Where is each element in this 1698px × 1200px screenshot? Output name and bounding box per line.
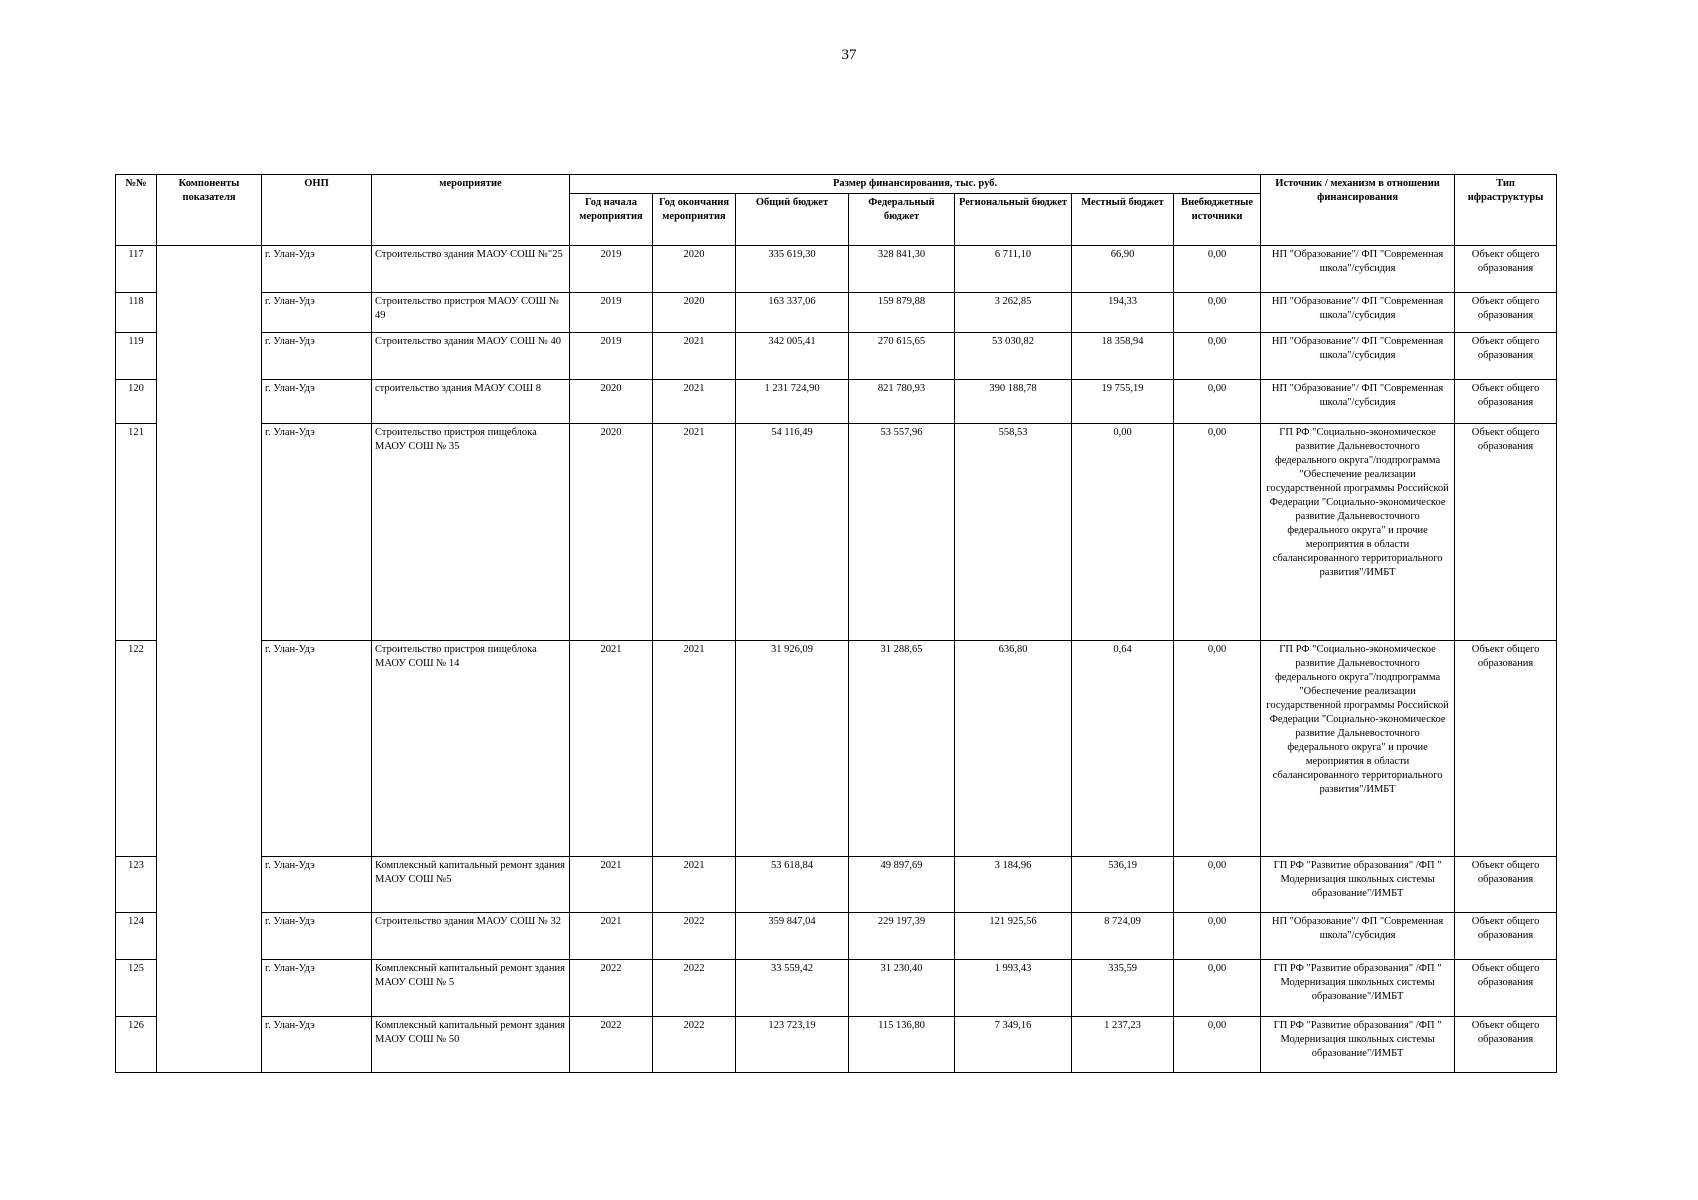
- header-local: Местный бюджет: [1072, 194, 1174, 246]
- row-local: 0,00: [1072, 424, 1174, 641]
- header-regional: Региональный бюджет: [955, 194, 1072, 246]
- row-federal: 328 841,30: [849, 246, 955, 293]
- financing-table: [115, 174, 1557, 1073]
- row-onp: г. Улан-Удэ: [262, 293, 372, 333]
- row-onp: г. Улан-Удэ: [262, 333, 372, 380]
- row-regional: 1 993,43: [955, 960, 1072, 1017]
- row-federal: 53 557,96: [849, 424, 955, 641]
- row-federal: 270 615,65: [849, 333, 955, 380]
- row-regional: 3 262,85: [955, 293, 1072, 333]
- row-year-end: 2021: [653, 424, 736, 641]
- row-type: Объект общего образования: [1455, 960, 1557, 1017]
- row-onp: г. Улан-Удэ: [262, 1017, 372, 1073]
- row-num: 122: [116, 641, 157, 857]
- row-extra: 0,00: [1174, 641, 1261, 857]
- row-type: Объект общего образования: [1455, 857, 1557, 913]
- row-federal: 159 879,88: [849, 293, 955, 333]
- row-onp: г. Улан-Удэ: [262, 857, 372, 913]
- row-num: 125: [116, 960, 157, 1017]
- row-year-start: 2021: [570, 641, 653, 857]
- row-regional: 53 030,82: [955, 333, 1072, 380]
- row-year-end: 2021: [653, 641, 736, 857]
- row-event: Комплексный капитальный ремонт здания МАОУ СОШ № 5: [372, 960, 570, 1017]
- header-onp: ОНП: [262, 175, 372, 246]
- row-local: 536,19: [1072, 857, 1174, 913]
- table-row: [116, 293, 1557, 333]
- row-source: ГП РФ "Развитие образования" /ФП " Модернизация школьных системы образование"/ИМБТ: [1261, 857, 1455, 913]
- header-source: Источник / механизм в отношении финансирования: [1261, 175, 1455, 246]
- row-year-start: 2022: [570, 1017, 653, 1073]
- row-year-start: 2020: [570, 424, 653, 641]
- row-year-start: 2019: [570, 246, 653, 293]
- row-year-end: 2021: [653, 333, 736, 380]
- row-year-start: 2021: [570, 913, 653, 960]
- header-total: Общий бюджет: [736, 194, 849, 246]
- row-year-end: 2021: [653, 857, 736, 913]
- row-total: 335 619,30: [736, 246, 849, 293]
- row-source: ГП РФ "Социально-экономическое развитие Дальневосточного федерального округа"/подпрограмма "Обеспечение реализации государственной программы Российской Федерации "Социально-экономическое развитие Дальневосточного федерального округа" и прочие мероприятия в области сбалансированного территориального развития"/ИМБТ: [1261, 641, 1455, 857]
- header-type: Тип ифраструктуры: [1455, 175, 1557, 246]
- table-row: [116, 246, 1557, 293]
- row-source: ГП РФ "Социально-экономическое развитие Дальневосточного федерального округа"/подпрограмма "Обеспечение реализации государственной программы Российской Федерации "Социально-экономическое развитие Дальневосточного федерального округа" и прочие мероприятия в области сбалансированного территориального развития"/ИМБТ: [1261, 424, 1455, 641]
- row-total: 1 231 724,90: [736, 380, 849, 424]
- row-total: 31 926,09: [736, 641, 849, 857]
- row-local: 335,59: [1072, 960, 1174, 1017]
- row-source: ГП РФ "Развитие образования" /ФП " Модернизация школьных системы образование"/ИМБТ: [1261, 1017, 1455, 1073]
- row-total: 54 116,49: [736, 424, 849, 641]
- row-local: 8 724,09: [1072, 913, 1174, 960]
- row-year-end: 2022: [653, 960, 736, 1017]
- row-extra: 0,00: [1174, 333, 1261, 380]
- row-year-start: 2022: [570, 960, 653, 1017]
- header-extra: Внебюджетные источники: [1174, 194, 1261, 246]
- row-regional: 121 925,56: [955, 913, 1072, 960]
- row-num: 124: [116, 913, 157, 960]
- row-year-start: 2019: [570, 333, 653, 380]
- row-total: 163 337,06: [736, 293, 849, 333]
- header-year-end: Год окончания мероприятия: [653, 194, 736, 246]
- header-federal: Федеральный бюджет: [849, 194, 955, 246]
- row-type: Объект общего образования: [1455, 424, 1557, 641]
- table-row: [116, 857, 1557, 913]
- table-row: [116, 380, 1557, 424]
- table-row: [116, 1017, 1557, 1073]
- row-source: НП "Образование"/ ФП "Современная школа"/субсидия: [1261, 293, 1455, 333]
- row-event: Строительство пристроя пищеблока МАОУ СОШ № 35: [372, 424, 570, 641]
- row-local: 0,64: [1072, 641, 1174, 857]
- row-event: Строительство здания МАОУ СОШ № 32: [372, 913, 570, 960]
- row-type: Объект общего образования: [1455, 380, 1557, 424]
- row-type: Объект общего образования: [1455, 1017, 1557, 1073]
- row-extra: 0,00: [1174, 424, 1261, 641]
- row-event: Строительство здания МАОУ СОШ № 40: [372, 333, 570, 380]
- row-extra: 0,00: [1174, 380, 1261, 424]
- table-row: [116, 960, 1557, 1017]
- row-year-end: 2020: [653, 246, 736, 293]
- row-extra: 0,00: [1174, 293, 1261, 333]
- row-event: Строительство пристроя МАОУ СОШ № 49: [372, 293, 570, 333]
- row-extra: 0,00: [1174, 913, 1261, 960]
- row-local: 19 755,19: [1072, 380, 1174, 424]
- row-onp: г. Улан-Удэ: [262, 246, 372, 293]
- row-extra: 0,00: [1174, 857, 1261, 913]
- row-year-end: 2022: [653, 1017, 736, 1073]
- row-source: НП "Образование"/ ФП "Современная школа"/субсидия: [1261, 913, 1455, 960]
- row-extra: 0,00: [1174, 960, 1261, 1017]
- row-federal: 31 288,65: [849, 641, 955, 857]
- row-num: 120: [116, 380, 157, 424]
- row-event: Строительство здания МАОУ СОШ №"25: [372, 246, 570, 293]
- row-num: 126: [116, 1017, 157, 1073]
- row-event: Строительство пристроя пищеблока МАОУ СОШ № 14: [372, 641, 570, 857]
- row-event: Комплексный капитальный ремонт здания МАОУ СОШ № 50: [372, 1017, 570, 1073]
- row-event: строительство здания МАОУ СОШ 8: [372, 380, 570, 424]
- row-federal: 229 197,39: [849, 913, 955, 960]
- row-year-end: 2020: [653, 293, 736, 333]
- row-type: Объект общего образования: [1455, 641, 1557, 857]
- row-local: 194,33: [1072, 293, 1174, 333]
- table-row: [116, 333, 1557, 380]
- row-type: Объект общего образования: [1455, 246, 1557, 293]
- row-source: ГП РФ "Развитие образования" /ФП " Модернизация школьных системы образование"/ИМБТ: [1261, 960, 1455, 1017]
- row-num: 117: [116, 246, 157, 293]
- row-regional: 3 184,96: [955, 857, 1072, 913]
- row-total: 359 847,04: [736, 913, 849, 960]
- row-federal: 821 780,93: [849, 380, 955, 424]
- row-local: 1 237,23: [1072, 1017, 1174, 1073]
- row-year-start: 2021: [570, 857, 653, 913]
- row-source: НП "Образование"/ ФП "Современная школа"/субсидия: [1261, 333, 1455, 380]
- components-cell: [157, 246, 262, 1073]
- row-total: 123 723,19: [736, 1017, 849, 1073]
- row-federal: 49 897,69: [849, 857, 955, 913]
- row-regional: 7 349,16: [955, 1017, 1072, 1073]
- row-extra: 0,00: [1174, 246, 1261, 293]
- row-num: 118: [116, 293, 157, 333]
- row-year-end: 2021: [653, 380, 736, 424]
- row-total: 33 559,42: [736, 960, 849, 1017]
- row-regional: 6 711,10: [955, 246, 1072, 293]
- row-year-start: 2020: [570, 380, 653, 424]
- header-num: №№: [116, 175, 157, 246]
- row-type: Объект общего образования: [1455, 333, 1557, 380]
- row-source: НП "Образование"/ ФП "Современная школа"/субсидия: [1261, 380, 1455, 424]
- row-source: НП "Образование"/ ФП "Современная школа"/субсидия: [1261, 246, 1455, 293]
- row-year-end: 2022: [653, 913, 736, 960]
- row-total: 53 618,84: [736, 857, 849, 913]
- table-row: [116, 424, 1557, 641]
- row-federal: 31 230,40: [849, 960, 955, 1017]
- header-components: Компоненты показателя: [157, 175, 262, 246]
- row-onp: г. Улан-Удэ: [262, 913, 372, 960]
- header-event: мероприятие: [372, 175, 570, 246]
- row-num: 121: [116, 424, 157, 641]
- header-financing: Размер финансирования, тыс. руб.: [570, 175, 1261, 194]
- row-regional: 636,80: [955, 641, 1072, 857]
- table-row: [116, 913, 1557, 960]
- row-num: 119: [116, 333, 157, 380]
- row-regional: 390 188,78: [955, 380, 1072, 424]
- page-number: 37: [841, 47, 857, 63]
- table-row: [116, 641, 1557, 857]
- row-year-start: 2019: [570, 293, 653, 333]
- header-year-start: Год начала мероприятия: [570, 194, 653, 246]
- row-local: 66,90: [1072, 246, 1174, 293]
- row-num: 123: [116, 857, 157, 913]
- row-federal: 115 136,80: [849, 1017, 955, 1073]
- row-onp: г. Улан-Удэ: [262, 960, 372, 1017]
- row-total: 342 005,41: [736, 333, 849, 380]
- row-event: Комплексный капитальный ремонт здания МАОУ СОШ №5: [372, 857, 570, 913]
- row-type: Объект общего образования: [1455, 293, 1557, 333]
- row-regional: 558,53: [955, 424, 1072, 641]
- row-type: Объект общего образования: [1455, 913, 1557, 960]
- row-onp: г. Улан-Удэ: [262, 380, 372, 424]
- row-extra: 0,00: [1174, 1017, 1261, 1073]
- row-local: 18 358,94: [1072, 333, 1174, 380]
- row-onp: г. Улан-Удэ: [262, 641, 372, 857]
- row-onp: г. Улан-Удэ: [262, 424, 372, 641]
